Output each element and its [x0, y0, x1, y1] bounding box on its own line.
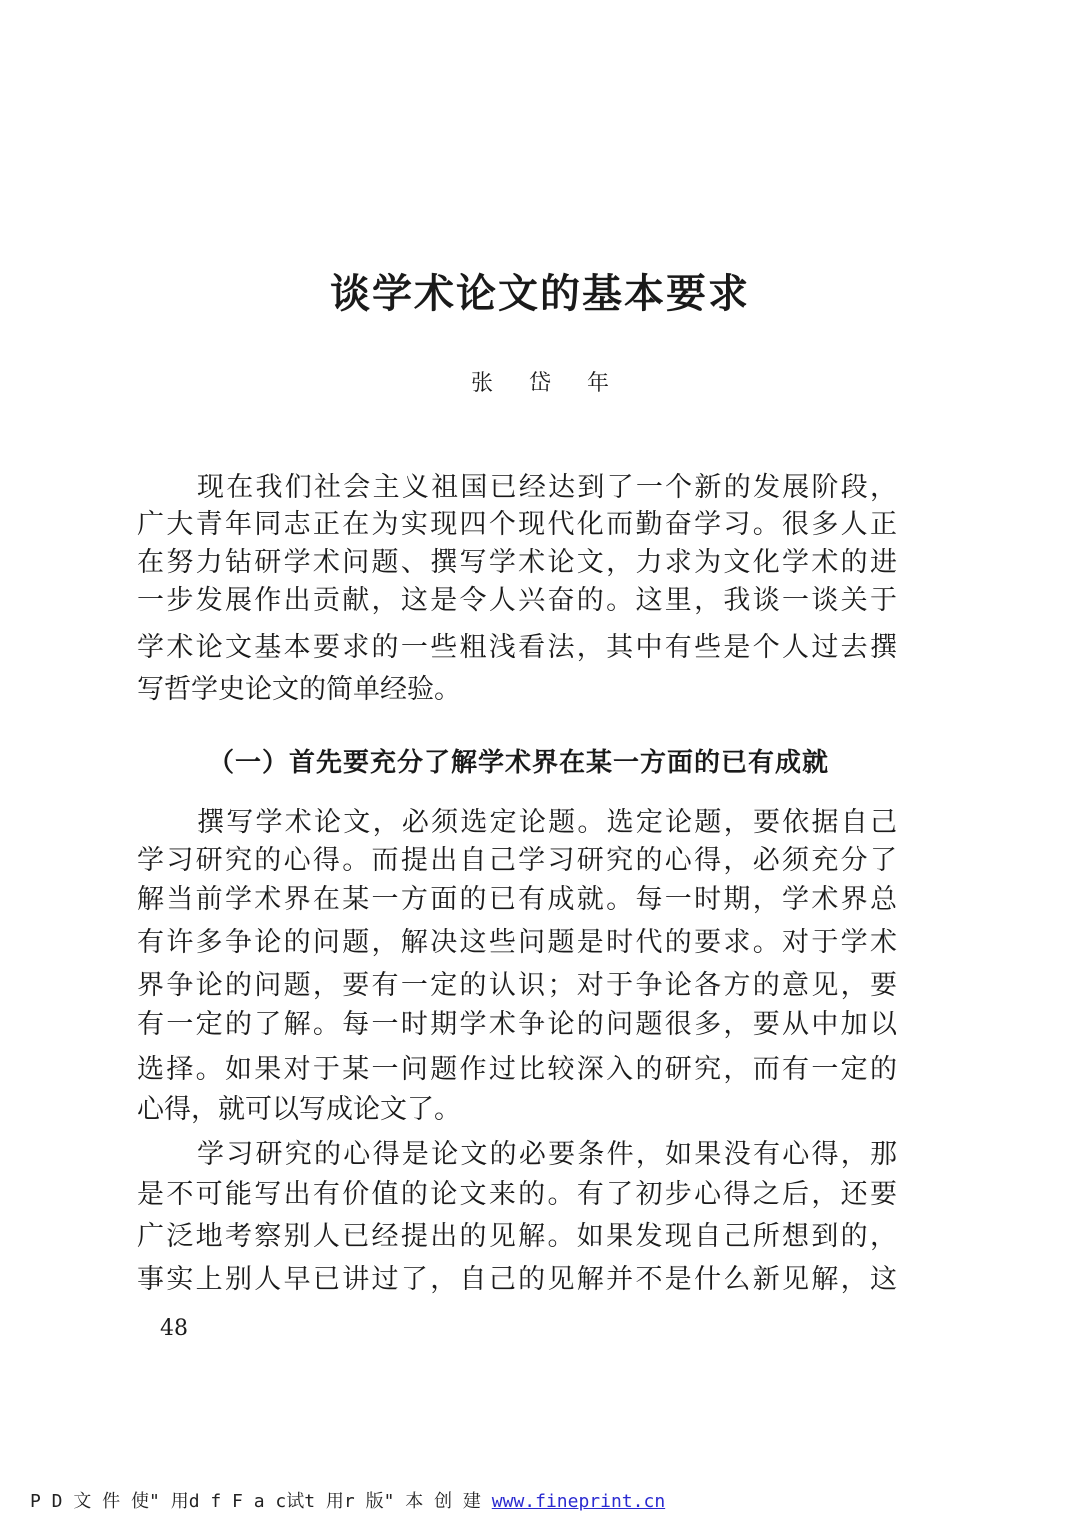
- article-title: 谈学术论文的基本要求: [330, 270, 750, 317]
- watermark-link[interactable]: www.fineprint.cn: [491, 1491, 666, 1512]
- text-line: 选择。如果对于某一问题作过比较深入的研究，而有一定的: [137, 1054, 897, 1085]
- text-line: 一步发展作出贡献，这是令人兴奋的。这里，我谈一谈关于: [137, 585, 897, 616]
- text-line: 心得，就可以写成论文了。: [137, 1094, 461, 1125]
- page-number: 48: [160, 1316, 188, 1341]
- text-line: 广泛地考察别人已经提出的见解。如果发现自己所想到的，: [137, 1221, 897, 1252]
- section-heading: （一）首先要充分了解学术界在某一方面的已有成就: [208, 748, 830, 778]
- text-line: 界争论的问题，要有一定的认识；对于争论各方的意见，要: [137, 970, 897, 1001]
- text-line: 现在我们社会主义祖国已经达到了一个新的发展阶段，: [197, 472, 897, 503]
- text-line: 学习研究的心得。而提出自己学习研究的心得，必须充分了: [137, 845, 897, 876]
- watermark-text: P D 文 件 使" 用d f F a c试t 用r 版" 本 创 建: [30, 1491, 481, 1512]
- text-line: 有一定的了解。每一时期学术争论的问题很多，要从中加以: [137, 1009, 897, 1040]
- pdf-watermark-footer: [30, 1487, 665, 1513]
- text-line: 事实上别人早已讲过了，自己的见解并不是什么新见解，这: [137, 1264, 897, 1295]
- text-line: 是不可能写出有价值的论文来的。有了初步心得之后，还要: [137, 1179, 897, 1210]
- text-line: 学习研究的心得是论文的必要条件，如果没有心得，那: [197, 1139, 897, 1170]
- text-line: 有许多争论的问题，解决这些问题是时代的要求。对于学术: [137, 927, 897, 958]
- text-line: 写哲学史论文的简单经验。: [137, 674, 461, 705]
- article-author: 张岱年: [470, 371, 645, 396]
- text-line: 解当前学术界在某一方面的已有成就。每一时期，学术界总: [137, 884, 897, 915]
- text-line: 撰写学术论文，必须选定论题。选定论题，要依据自己: [197, 807, 897, 838]
- text-line: 在努力钻研学术问题、撰写学术论文，力求为文化学术的进: [137, 547, 897, 578]
- text-line: 广大青年同志正在为实现四个现代化而勤奋学习。很多人正: [137, 509, 897, 540]
- text-line: 学术论文基本要求的一些粗浅看法，其中有些是个人过去撰: [137, 632, 897, 663]
